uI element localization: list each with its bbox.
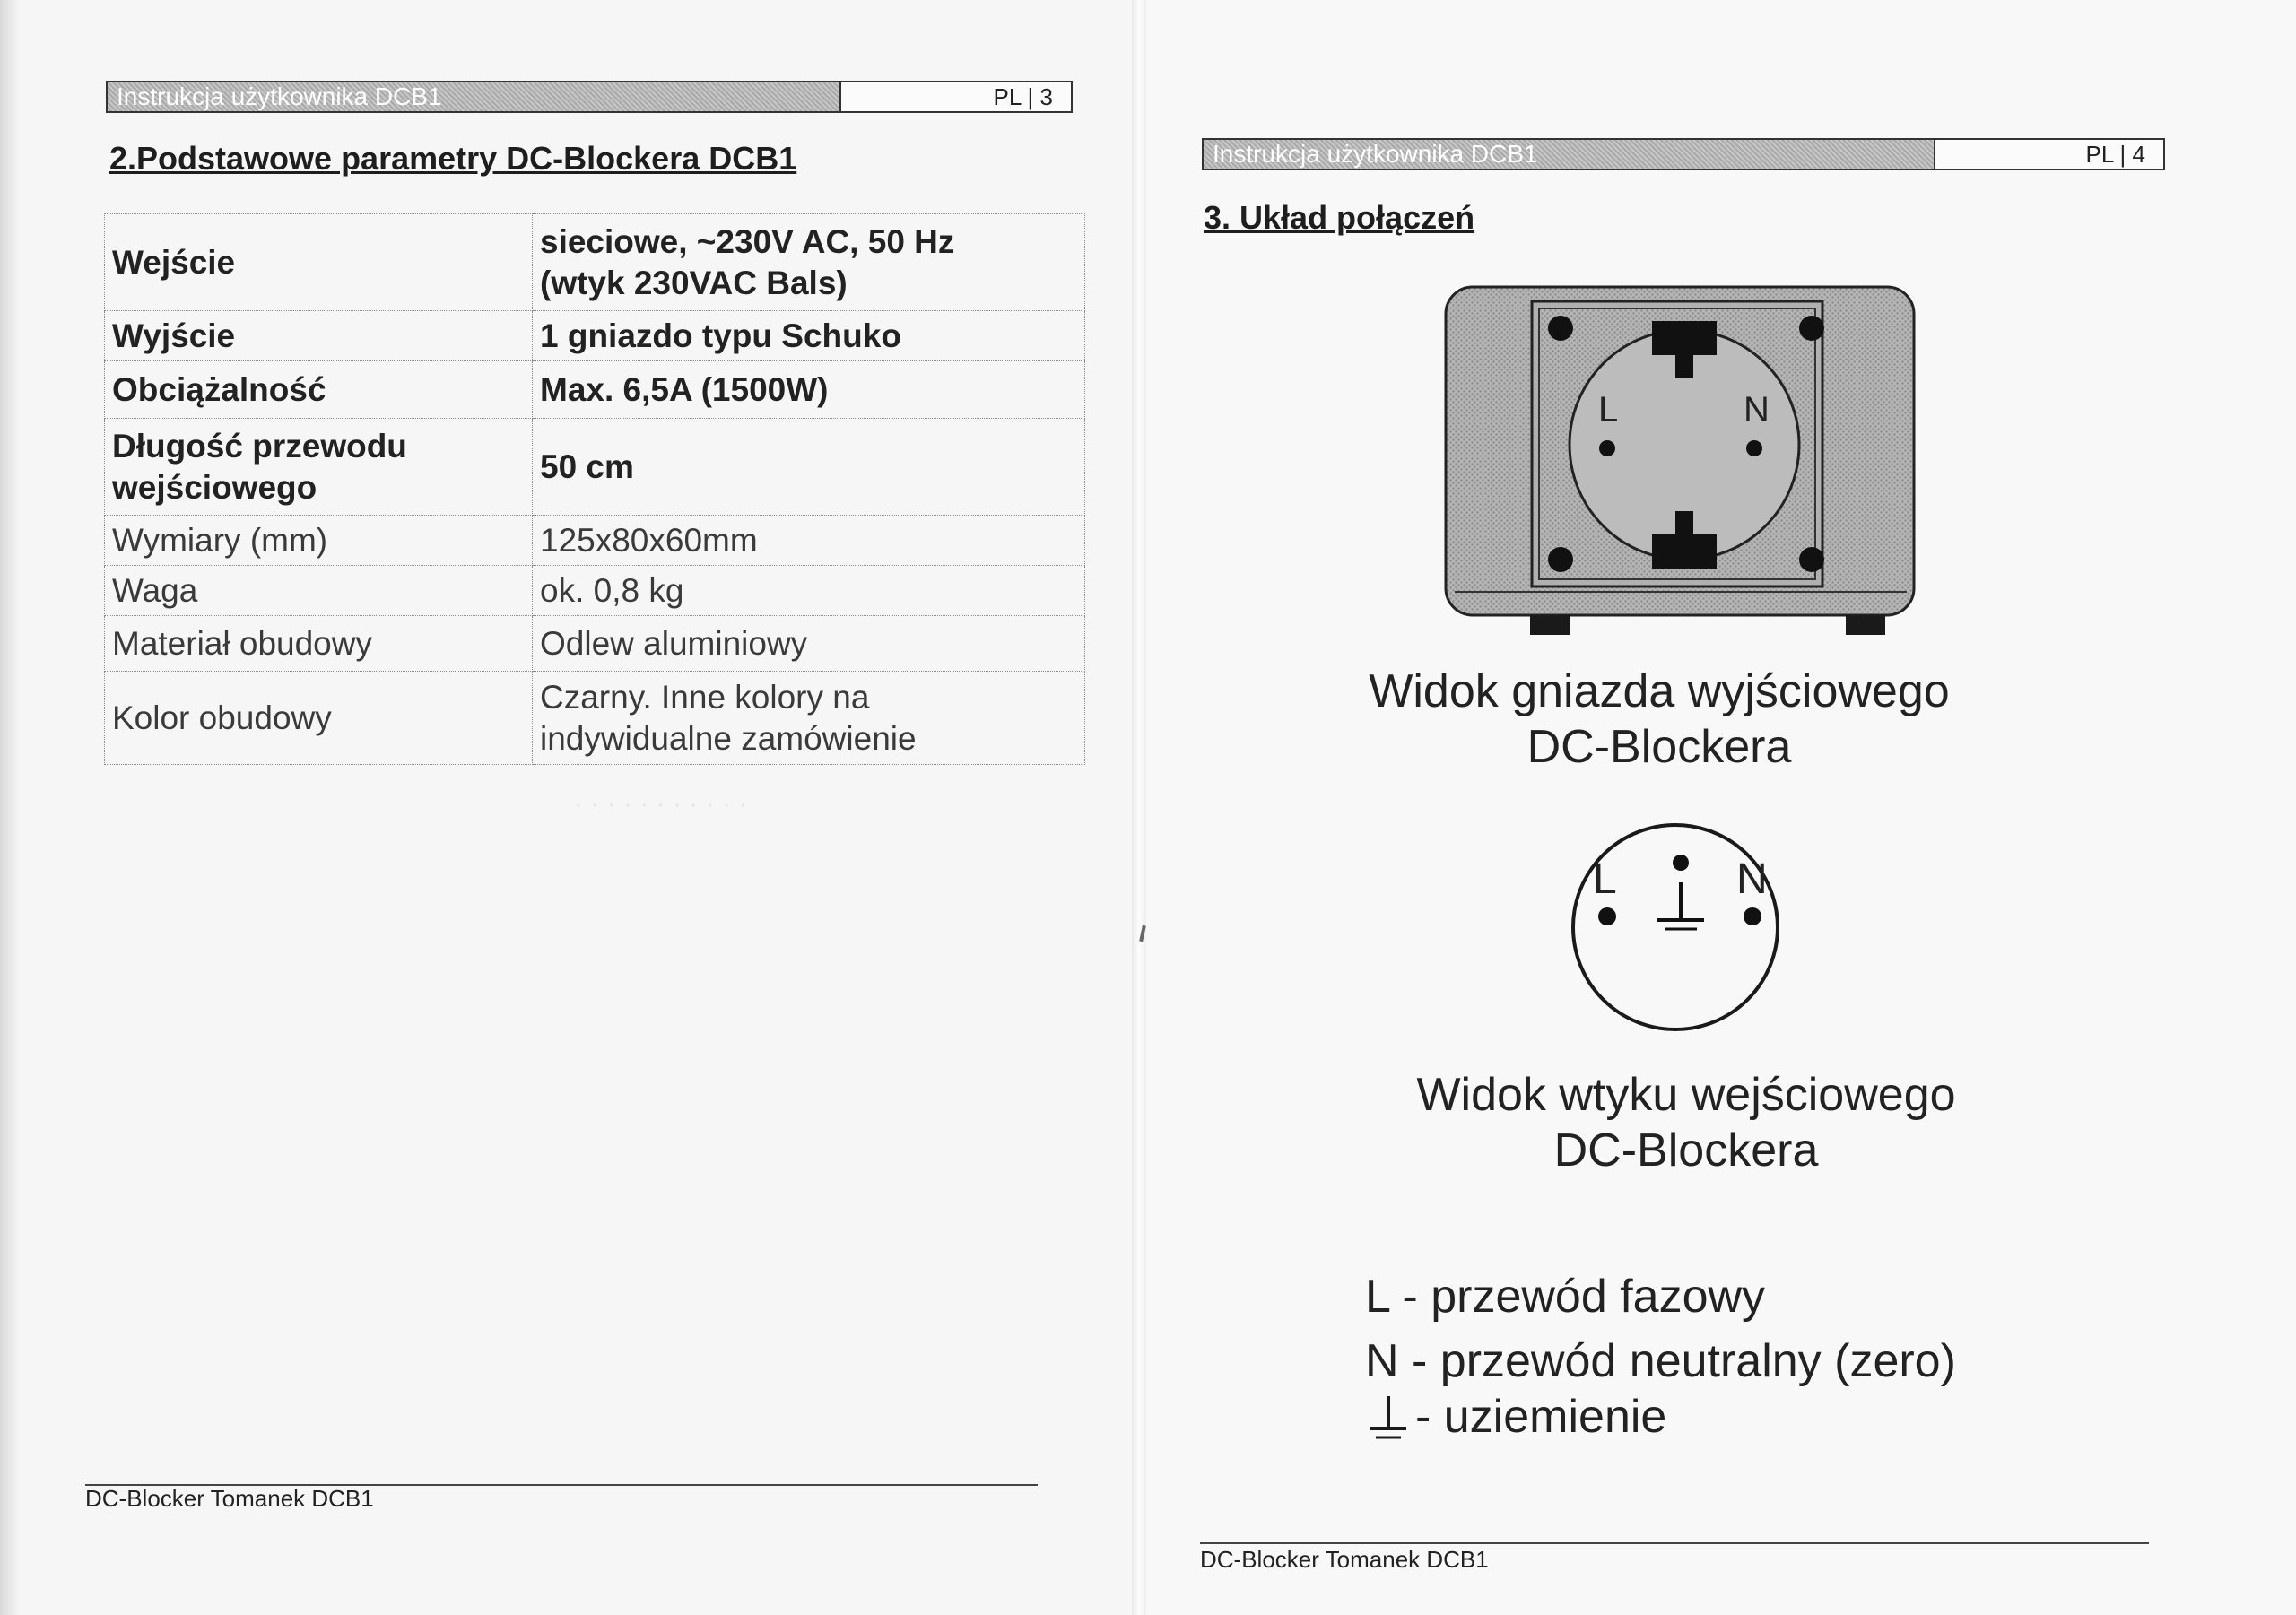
- spec-value: 50 cm: [533, 419, 1085, 516]
- plug-caption: [1300, 1067, 2072, 1178]
- socket-caption-line: Widok gniazda wyjściowego: [1369, 665, 1950, 717]
- page-number: PL | 3: [841, 82, 1071, 111]
- table-row: [105, 566, 1085, 616]
- earth-clip-bottom-stem: [1675, 511, 1693, 534]
- table-row: [105, 616, 1085, 672]
- legend-item-ground: [1365, 1390, 1666, 1448]
- table-row: [105, 361, 1085, 419]
- spec-key: Waga: [105, 566, 533, 616]
- screw-icon: [1799, 547, 1824, 572]
- right-footer: DC-Blocker Tomanek DCB1: [1200, 1546, 1489, 1573]
- live-pin-hole: [1599, 440, 1615, 456]
- left-page-header: [106, 81, 1073, 113]
- table-row: [105, 311, 1085, 361]
- spec-key: Wymiary (mm): [105, 516, 533, 566]
- plug-label-l: L: [1593, 855, 1617, 903]
- plug-label-n: N: [1736, 855, 1768, 903]
- neutral-pin-hole: [1746, 440, 1762, 456]
- spec-table: [104, 213, 1085, 765]
- header-band: Instrukcja użytkownika DCB1: [1204, 140, 1935, 169]
- spec-value-line: sieciowe, ~230V AC, 50 Hz: [540, 222, 955, 260]
- spec-value: 125x80x60mm: [533, 516, 1085, 566]
- socket-foot: [1530, 615, 1570, 635]
- spec-value-line: indywidualne zamówienie: [540, 719, 917, 757]
- legend-text: - przewód fazowy: [1389, 1271, 1766, 1323]
- socket-caption: [1274, 664, 2045, 775]
- spec-value: ok. 0,8 kg: [533, 566, 1085, 616]
- plug-caption-line: DC-Blockera: [1553, 1124, 1819, 1177]
- page-number: PL | 4: [1935, 140, 2163, 169]
- scan-edge-shadow: [0, 0, 20, 1615]
- plug-caption-line: Widok wtyku wejściowego: [1416, 1069, 1956, 1121]
- input-plug-diagram: [1561, 821, 1794, 1033]
- table-row: [105, 419, 1085, 516]
- spec-key: Wejście: [105, 214, 533, 311]
- legend-symbol: L: [1365, 1271, 1389, 1323]
- right-page-header: [1202, 138, 2165, 170]
- plug-live-pin: [1598, 907, 1616, 925]
- spec-key: [105, 419, 533, 516]
- ground-icon: [1365, 1391, 1415, 1448]
- socket-foot: [1846, 615, 1885, 635]
- table-row: [105, 516, 1085, 566]
- screw-icon: [1799, 316, 1824, 341]
- socket-label-l: L: [1598, 390, 1619, 430]
- legend-symbol: N: [1365, 1335, 1399, 1387]
- section-title-parameters: 2.Podstawowe parametry DC-Blockera DCB1: [109, 140, 797, 177]
- screw-icon: [1548, 316, 1573, 341]
- socket-caption-line: DC-Blockera: [1526, 721, 1792, 773]
- spec-value: 1 gniazdo typu Schuko: [533, 311, 1085, 361]
- legend-item-phase: [1365, 1270, 1765, 1324]
- bleed-through-text: · · · · · · · · · · ·: [574, 789, 748, 819]
- spec-key: Wyjście: [105, 311, 533, 361]
- table-row: [105, 214, 1085, 311]
- socket-label-n: N: [1744, 390, 1770, 430]
- spec-value: [533, 214, 1085, 311]
- spec-value: Max. 6,5A (1500W): [533, 361, 1085, 419]
- legend-text: - uziemienie: [1415, 1391, 1667, 1443]
- left-footer: DC-Blocker Tomanek DCB1: [85, 1485, 374, 1512]
- table-row: [105, 672, 1085, 765]
- right-footer-rule: [1200, 1542, 2149, 1544]
- spec-key-line: wejściowego: [112, 468, 317, 506]
- spec-key-line: Długość przewodu: [112, 427, 407, 465]
- legend-item-neutral: [1365, 1334, 1956, 1388]
- spec-key: Kolor obudowy: [105, 672, 533, 765]
- plug-earth-point: [1673, 855, 1689, 871]
- earth-clip-bottom: [1652, 534, 1717, 569]
- earth-clip-top: [1652, 321, 1717, 355]
- plug-neutral-pin: [1744, 907, 1761, 925]
- earth-clip-top-stem: [1675, 355, 1693, 378]
- output-socket-diagram: [1444, 285, 1918, 644]
- spec-key: Obciążalność: [105, 361, 533, 419]
- spec-key: Materiał obudowy: [105, 616, 533, 672]
- spec-value-line: (wtyk 230VAC Bals): [540, 264, 848, 301]
- legend-text: - przewód neutralny (zero): [1398, 1335, 1956, 1387]
- spec-value: Odlew aluminiowy: [533, 616, 1085, 672]
- spec-value: [533, 672, 1085, 765]
- page-spine: [1132, 0, 1146, 1615]
- screw-icon: [1548, 547, 1573, 572]
- section-title-connections: 3. Układ połączeń: [1204, 199, 1475, 236]
- header-band: Instrukcja użytkownika DCB1: [108, 82, 841, 111]
- spec-value-line: Czarny. Inne kolory na: [540, 678, 870, 716]
